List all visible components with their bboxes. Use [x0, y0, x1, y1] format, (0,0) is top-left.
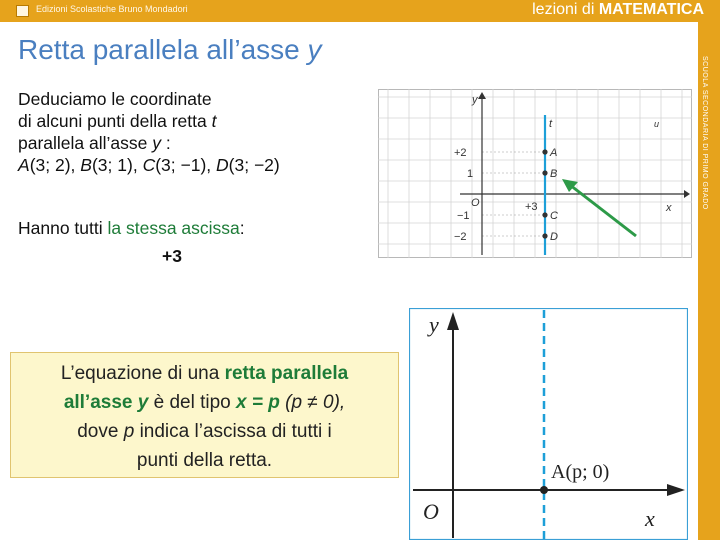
box-condition: (p ≠ 0),: [279, 392, 346, 413]
point-label: D: [550, 231, 558, 243]
side-band: [698, 22, 720, 540]
point-sep: ,: [206, 155, 217, 175]
tick-label: +2: [454, 147, 467, 159]
intro-line-1: Deduciamo le coordinate: [18, 89, 212, 109]
series-name: MATEMATICA: [598, 1, 704, 18]
box-text: L’equazione di una: [60, 363, 225, 384]
point-label: A: [550, 147, 558, 159]
point-a-label: A(p; 0): [551, 461, 610, 483]
same-abscissa-text: [18, 218, 245, 239]
abscissa-value: +3: [162, 246, 182, 266]
point-label: C: [550, 210, 558, 222]
point-coords: (3; 2): [29, 155, 71, 175]
big-y-label: y: [429, 312, 439, 337]
big-x-label: x: [645, 506, 655, 531]
grid-x-label: x: [666, 202, 672, 214]
box-equation: x = p: [236, 392, 280, 413]
big-figure: [409, 308, 688, 540]
box-text: è del tipo: [148, 392, 237, 413]
point-coords: (3; −1): [155, 155, 207, 175]
tick-label: 1: [467, 168, 474, 180]
tick-label: −2: [454, 231, 467, 243]
tick-label: −1: [457, 210, 470, 222]
big-figure-frame: [410, 309, 688, 540]
same-highlight: la stessa ascissa: [107, 218, 240, 238]
point-name: A: [18, 155, 30, 175]
intro-paragraph: [18, 88, 378, 176]
series-prefix: lezioni di: [532, 1, 595, 18]
point-name: B: [80, 155, 92, 175]
school-level-label: SCUOLA SECONDARIA DI PRIMO GRADO: [701, 56, 708, 210]
publisher-logo-icon: [16, 5, 29, 17]
grid-origin-label: O: [471, 197, 480, 209]
intro-line-var: t: [211, 111, 217, 131]
definition-box: [10, 352, 399, 478]
box-axis-var: y: [137, 392, 149, 413]
points-list: [18, 155, 280, 175]
box-text: indica l’ascissa di tutti i: [134, 421, 332, 442]
box-var-p: p: [123, 421, 135, 442]
header-bar: [0, 0, 720, 22]
same-pre: Hanno tutti: [18, 218, 108, 238]
point-coords: (3; 1): [91, 155, 133, 175]
grid-line-label: t: [549, 118, 553, 130]
grid-corner-label: u: [654, 119, 660, 129]
grid-y-label: y: [472, 94, 478, 106]
title-text: Retta parallela all’asse: [18, 34, 300, 65]
point-name: D: [216, 155, 229, 175]
intro-line-3: parallela all’asse: [18, 133, 148, 153]
point-sep: ,: [70, 155, 81, 175]
box-text: punti della retta.: [136, 450, 273, 471]
pointer-arrow-icon: [560, 178, 660, 244]
series-title: [532, 1, 704, 19]
box-text: dove: [77, 421, 124, 442]
point-coords: (3; −2): [228, 155, 280, 175]
x-tick-label: +3: [525, 201, 538, 213]
intro-colon: :: [161, 133, 171, 153]
publisher-name: Edizioni Scolastiche Bruno Mondadori: [36, 4, 188, 14]
point-sep: ,: [132, 155, 143, 175]
box-highlight: retta parallela: [224, 363, 349, 384]
point-label: B: [550, 168, 558, 180]
intro-line-2: di alcuni punti della retta: [18, 111, 207, 131]
point-a: [540, 486, 548, 494]
big-origin-label: O: [423, 499, 439, 524]
box-highlight: all’asse: [63, 392, 138, 413]
title-var: y: [307, 34, 322, 65]
intro-axis-var: y: [152, 133, 162, 153]
point-name: C: [142, 155, 156, 175]
same-post: :: [239, 218, 245, 238]
page-title: [18, 34, 322, 66]
